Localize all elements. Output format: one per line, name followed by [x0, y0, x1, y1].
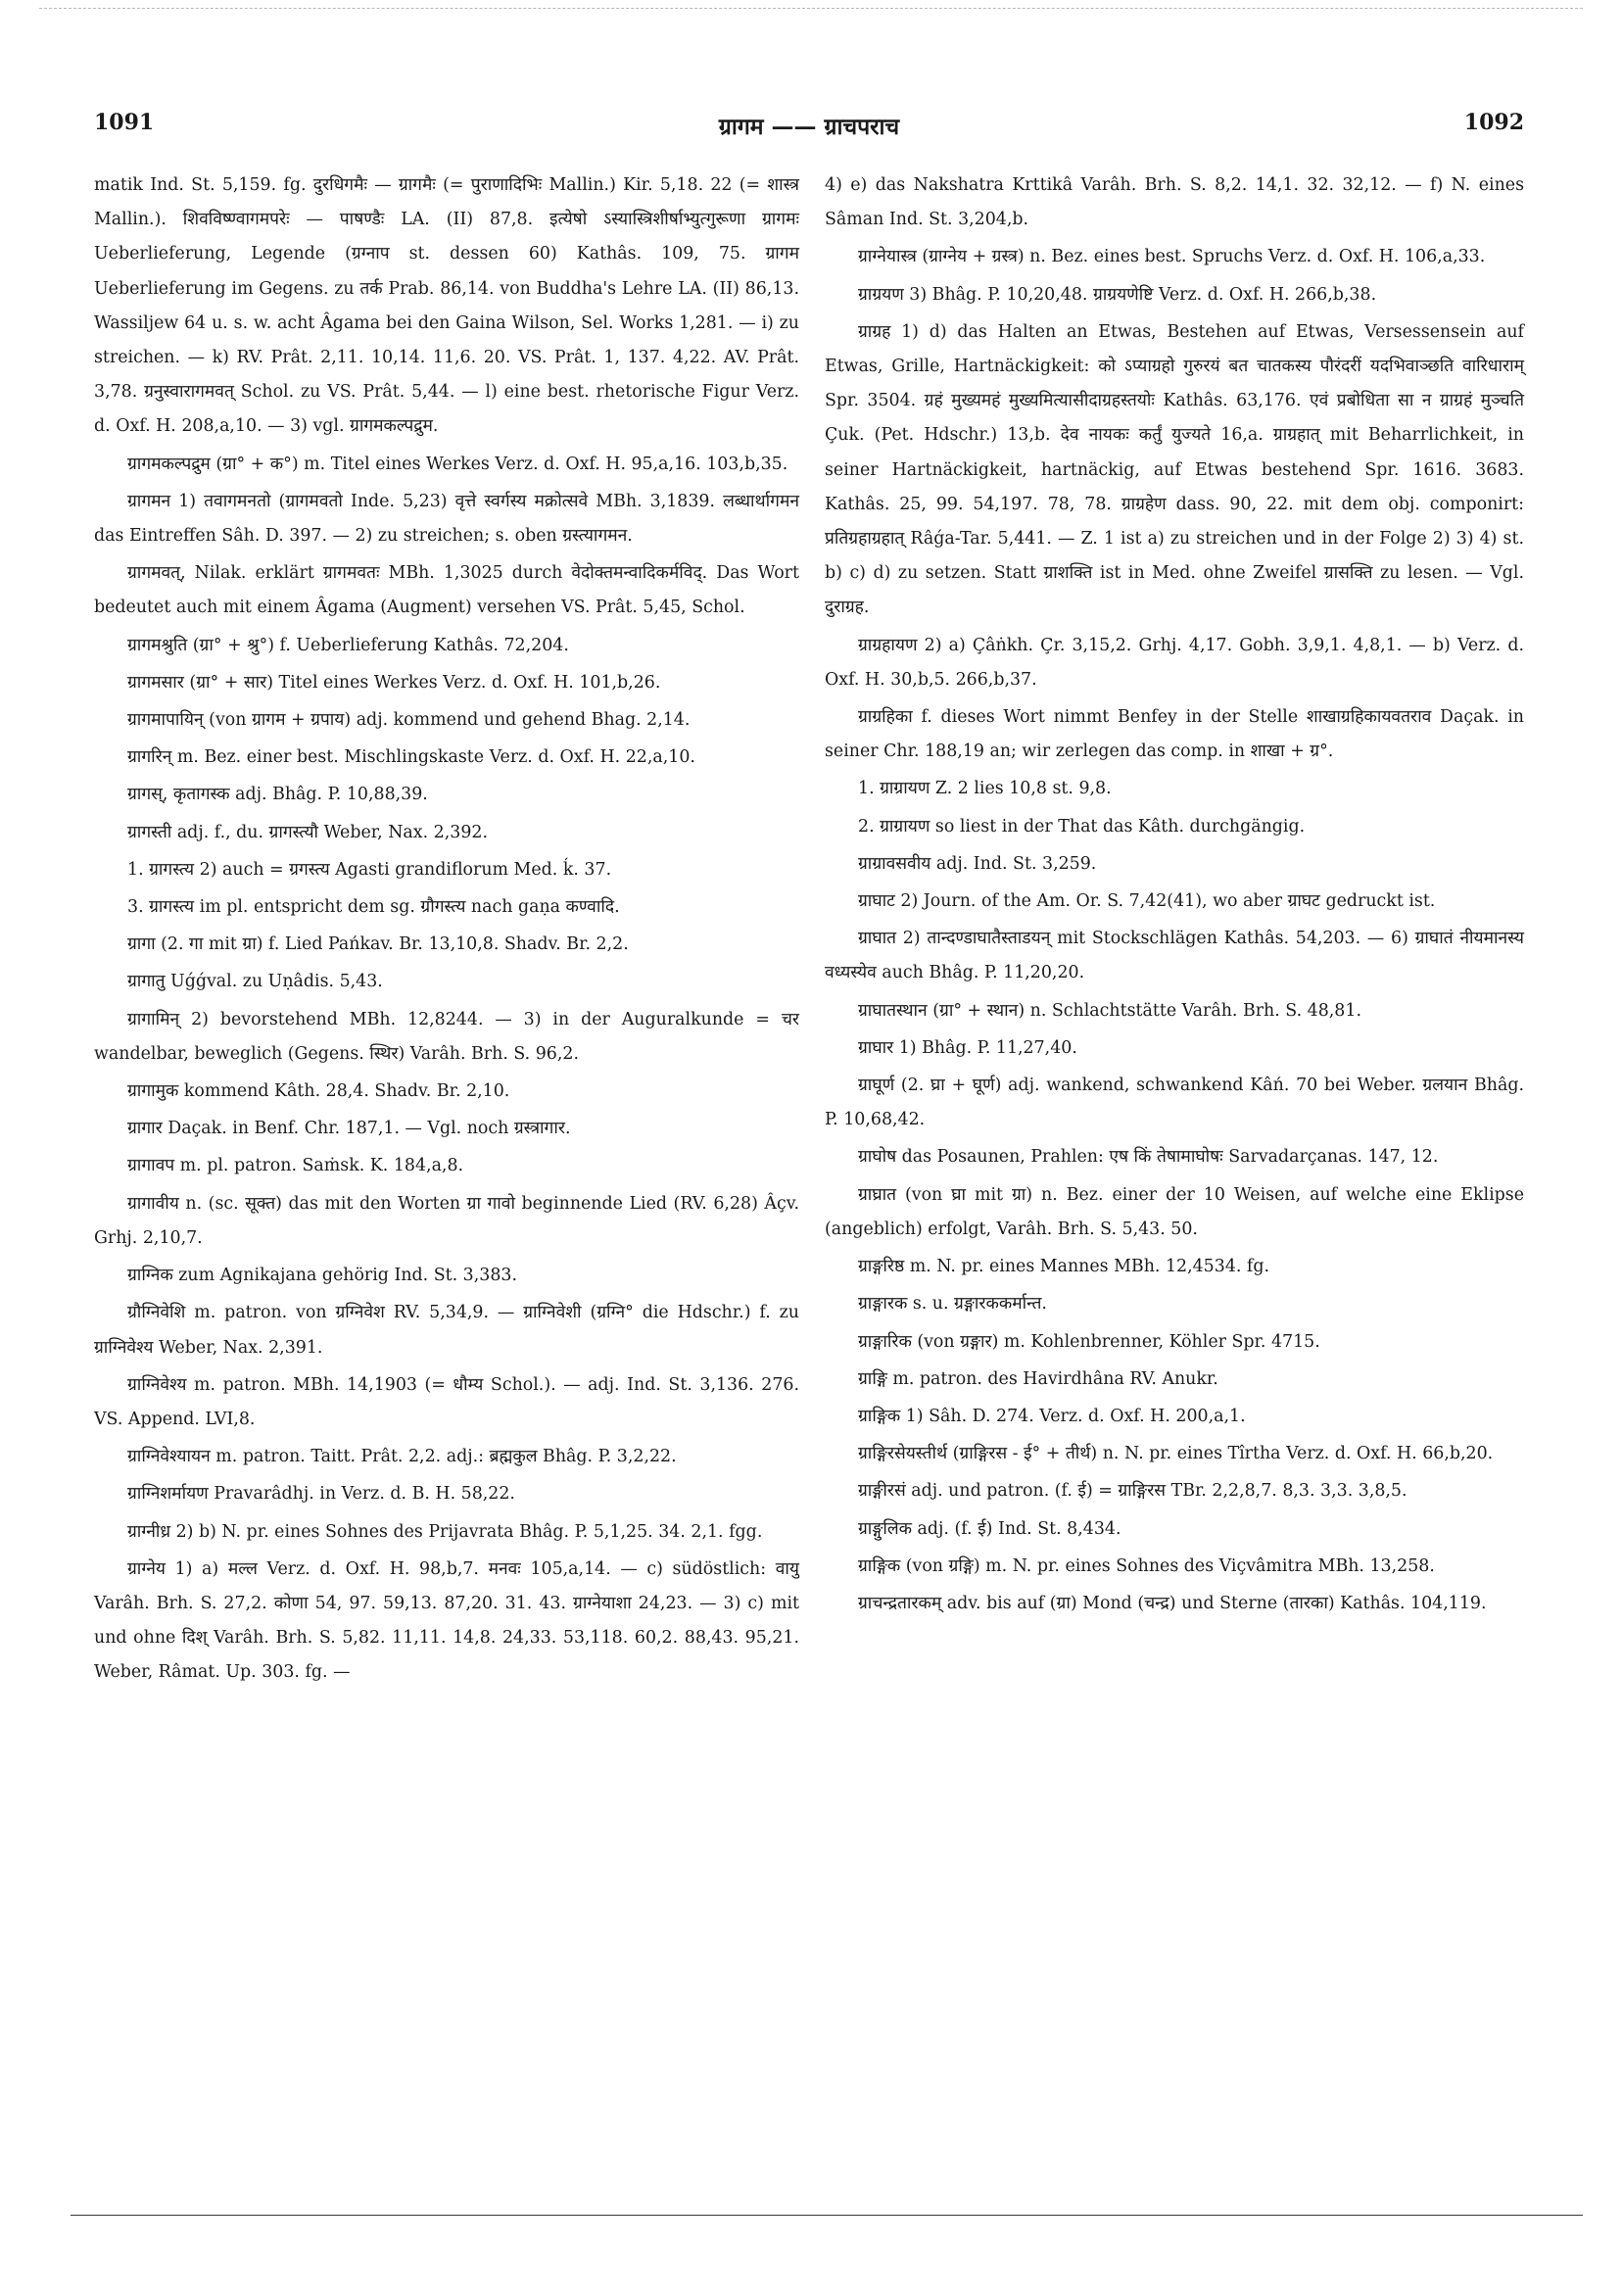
dictionary-entry: ग्राग्नेय 1) a) मल्ल Verz. d. Oxf. H. 98,b,7. मनवः 105,a,14. — c) südöstlich: वायु Varâh. Brh. S. 27,2. कोणा 54, 97. 59,13. 87,20. 31. 43. ग्राग्नेयाशा 24,23. — 3) c) mit und ohne दिश् Varâh. Brh. S. 5,82. 11,11. 14,8. 24,33. 53,118. 60,2. 88,43. 95,21. Weber, Râmat. Up. 303. fg. —: [94, 1558, 799, 1683]
dictionary-entry: ग्राङ्गारिक (von ग्रङ्गार) m. Kohlenbrenner, Köhler Spr. 4715.: [858, 1331, 1320, 1352]
scan-top-edge: [39, 8, 1583, 9]
dictionary-entry: ग्रागातु Uǵǵval. zu Uṇâdis. 5,43.: [127, 972, 383, 992]
dictionary-entry: ग्राग्निक zum Agnikajana gehörig Ind. St. 3,383.: [127, 1266, 517, 1286]
dictionary-entry: ग्राघूर्ण (2. घ्रा + घूर्ण) adj. wankend, schwankend Kâń. 70 bei Weber. ग्रलयान Bhâg. P. 10,68,42.: [825, 1076, 1524, 1130]
dictionary-entry: ग्राग्निवेश्यायन m. patron. Taitt. Prât. 2,2. adj.: ब्रह्मकुल Bhâg. P. 3,2,22.: [127, 1447, 677, 1467]
dictionary-entry: ग्राङ्गारक s. u. ग्रङ्गारककर्मान्त.: [858, 1294, 1047, 1315]
dictionary-entry: matik Ind. St. 5,159. fg. दुरधिगमैः — ग्रागमैः (= पुराणादिभिः Mallin.) Kir. 5,18. 22 (= शास्त्र Mallin.). शिवविष्ण्वागमपरेः — पाषण्डैः LA. (II) 87,8. इत्येषो ऽस्यास्त्रिशीर्षाभ्युत्गुरूणा ग्रागमः Ueberlieferung, Legende (ग्रग्नाप st. dessen 60) Kathâs. 109, 75. ग्रागम Ueberlieferung im Gegens. zu तर्क Prab. 86,14. von Buddha's Lehre LA. (II) 86,13. Wassiljew 64 u. s. w. acht Âgama bei den Gaina Wilson, Sel. Works 1,281. — i) zu streichen. — k) RV. Prât. 2,11. 10,14. 11,6. 20. VS. Prât. 1, 137. 4,22. AV. Prât. 3,78. ग्रनुस्वारागमवत् Schol. zu VS. Prât. 5,44. — l) eine best. rhetorische Figur Verz. d. Oxf. H. 208,a,10. — 3) vgl. ग्रागमकल्पद्रुम.: [94, 175, 799, 437]
dictionary-entry: ग्राघातस्थान (ग्रा° + स्थान) n. Schlachtstätte Varâh. Brh. S. 48,81.: [858, 1000, 1361, 1021]
dictionary-entry: ग्रागार Daçak. in Benf. Chr. 187,1. — Vgl. noch ग्रस्त्रागार.: [127, 1119, 571, 1139]
dictionary-entry: 1. ग्रागस्त्य 2) auch = ग्रगस्त्य Agasti grandiflorum Med. ḱ. 37.: [127, 859, 612, 880]
dictionary-entry: ग्राङ्गरिष्ठ m. N. pr. eines Mannes MBh. 12,4534. fg.: [858, 1257, 1270, 1277]
dictionary-entry: ग्रागमापायिन् (von ग्रागम + ग्रपाय) adj. kommend und gehend Bhag. 2,14.: [127, 710, 691, 731]
dictionary-entry: 3. ग्रागस्त्य im pl. entspricht dem sg. ग्रौगस्त्य nach gaṇa कण्वादि.: [127, 897, 620, 918]
dictionary-entry: ग्राघात 2) तान्दण्डाघातैस्ताडयन् mit Stockschlägen Kathâs. 54,203. — 6) ग्राघातं नीयमानस्य वध्यस्येव auch Bhâg. P. 11,20,20.: [825, 929, 1524, 983]
dictionary-entry: ग्राङ्गीरसं adj. und patron. (f. ई) = ग्राङ्गिरस TBr. 2,2,8,7. 8,3. 3,3. 3,8,5.: [858, 1481, 1407, 1502]
dictionary-entry: ग्राग्निशर्मायण Pravarâdhj. in Verz. d. B. H. 58,22.: [127, 1484, 515, 1505]
dictionary-entry: ग्राग्रावसवीय adj. Ind. St. 3,259.: [858, 853, 1097, 874]
dictionary-entry: ग्राग्निवेश्य m. patron. MBh. 14,1903 (= धौम्य Schol.). — adj. Ind. St. 3,136. 276. VS. Append. LVI,8.: [94, 1374, 799, 1429]
dictionary-entry: ग्रागमन 1) तवागमनतो (ग्रागमवतो Inde. 5,23) वृत्ते स्वर्गस्य मक्रोत्सवे MBh. 3,1839. लब्धार्थागमन das Eintreffen Sâh. D. 397. — 2) zu streichen; s. oben ग्रस्त्यागमन.: [94, 491, 799, 547]
dictionary-entry: ग्राङ्गिक (von ग्रङ्गि) m. N. pr. eines Sohnes des Viçvâmitra MBh. 13,258.: [858, 1555, 1435, 1576]
dictionary-entry: ग्राचन्द्रतारकम् adv. bis auf (ग्रा) Mond (चन्द्र) und Sterne (तारका) Kathâs. 104,119.: [858, 1593, 1487, 1613]
dictionary-entry: ग्रागावप m. pl. patron. Saṁsk. K. 184,a,8.: [127, 1156, 464, 1176]
dictionary-entry: ग्राग्रहायण 2) a) Çâṅkh. Çr. 3,15,2. Grhj. 4,17. Gobh. 3,9,1. 4,8,1. — b) Verz. d. Oxf. H. 30,b,5. 266,b,37.: [825, 635, 1524, 690]
dictionary-entry: ग्राग्रयण 3) Bhâg. P. 10,20,48. ग्राग्रयणेष्टि Verz. d. Oxf. H. 266,b,38.: [858, 284, 1377, 305]
dictionary-entry: ग्रागावीय n. (sc. सूक्त) das mit den Worten ग्रा गावो beginnende Lied (RV. 6,28) Âçv. Grhj. 2,10,7.: [94, 1193, 799, 1248]
dictionary-entry: ग्रागमसार (ग्रा° + सार) Titel eines Werkes Verz. d. Oxf. H. 101,b,26.: [127, 672, 661, 693]
dictionary-entry: ग्राङ्गिरसेयस्तीर्थ (ग्राङ्गिरस - ई° + तीर्थ) n. N. pr. eines Tîrtha Verz. d. Oxf. H. 66,b,20.: [858, 1444, 1494, 1464]
dictionary-entry: ग्रागरिन् m. Bez. einer best. Mischlingskaste Verz. d. Oxf. H. 22,a,10.: [127, 747, 695, 768]
dictionary-entry: ग्रौग्निवेशि m. patron. von ग्रग्निवेश RV. 5,34,9. — ग्राग्निवेशी (ग्रग्नि° die Hdschr.) f. zu ग्राग्निवेश्य Weber, Nax. 2,391.: [94, 1303, 799, 1358]
dictionary-entry: ग्राघोष das Posaunen, Prahlen: एष किं तेषामाघोषः Sarvadarçanas. 147, 12.: [858, 1147, 1439, 1168]
dictionary-entry: ग्राग्नेयास्त्र (ग्राग्नेय + ग्रस्त्र) n. Bez. eines best. Spruchs Verz. d. Oxf. H. 106,a,33.: [858, 247, 1486, 267]
page-number-right: 1092: [1463, 110, 1524, 135]
dictionary-entry: ग्राघ्रात (von घ्रा mit ग्रा) n. Bez. einer der 10 Weisen, auf welche eine Eklipse (angeblich) erfolgt, Varâh. Brh. S. 5,43. 50.: [825, 1184, 1524, 1239]
dictionary-entry: ग्रागमवत्, Nilak. erklärt ग्रागमवतः MBh. 1,3025 durch वेदोक्तमन्वादिकर्मविद्. Das Wort bedeutet auch mit einem Âgama (Augment) versehen VS. Prât. 5,45, Schol.: [94, 563, 799, 618]
dictionary-entry: ग्राग्रह 1) d) das Halten an Etwas, Bestehen auf Etwas, Versessensein auf Etwas, Grille, Hartnäckigkeit: को ऽप्याग्रहो गुरुरयं बत चातकस्य पौरंदरीं यदभिवाञ्छति वारिधाराम् Spr. 3504. ग्रहं मुख्यमहं मुख्यमित्यासीदाग्रहस्तयोः Kathâs. 63,176. एवं प्रबोधिता सा न ग्राग्रहं मुञ्चति Çuk. (Pet. Hdschr.) 13,b. देव नायकः कर्तुं युज्यते 16,a. ग्राग्रहात् mit Beharrlichkeit, in seiner Hartnäckigkeit, hartnäckig, auf Etwas bestehend Spr. 1616. 3683. Kathâs. 25, 99. 54,197. 78, 78. ग्राग्रहेण dass. 90, 22. mit dem obj. componirt: प्रतिग्रहाग्रहात् Râǵa-Tar. 5,441. — Z. 1 ist a) zu streichen und in der Folge 2) 3) 4) st. b) c) d) zu setzen. Statt ग्राशक्ति ist in Med. ohne Zweifel ग्रासक्ति zu lesen. — Vgl. दुराग्रह.: [825, 321, 1524, 618]
dictionary-entry: ग्राङ्गुलिक adj. (f. ई) Ind. St. 8,434.: [858, 1518, 1121, 1539]
running-head: ग्रागम —— ग्राचपराच: [718, 114, 900, 140]
dictionary-entry: ग्रागामिन् 2) bevorstehend MBh. 12,8244. — 3) in der Auguralkunde = चर wandelbar, beweglich (Gegens. स्थिर) Varâh. Brh. S. 96,2.: [94, 1009, 799, 1064]
dictionary-entry: ग्रागस्ती adj. f., du. ग्रागस्त्यौ Weber, Nax. 2,392.: [127, 822, 488, 842]
page-header: [94, 110, 1524, 143]
dictionary-entry: ग्राघार 1) Bhâg. P. 11,27,40.: [858, 1037, 1077, 1058]
dictionary-entry: ग्रागमकल्पद्रुम (ग्रा° + क°) m. Titel eines Werkes Verz. d. Oxf. H. 95,a,16. 103,b,35.: [127, 454, 788, 474]
right-column: [825, 168, 1524, 1624]
dictionary-entry: ग्रागमश्रुति (ग्रा° + श्रु°) f. Ueberlieferung Kathâs. 72,204.: [127, 635, 569, 655]
dictionary-entry: ग्राघाट 2) Journ. of the Am. Or. S. 7,42(41), wo aber ग्राघट gedruckt ist.: [858, 891, 1436, 912]
dictionary-entry: ग्राग्रहिका f. dieses Wort nimmt Benfey in der Stelle शाखाग्रहिकायवतराव Daçak. in seiner Chr. 188,19 an; wir zerlegen das comp. in शाखा + ग्र°.: [825, 707, 1524, 762]
page-number-left: 1091: [94, 110, 155, 135]
dictionary-entry: ग्राग्नीध्र 2) b) N. pr. eines Sohnes des Prijavrata Bhâg. P. 5,1,25. 34. 2,1. fgg.: [127, 1521, 763, 1542]
dictionary-entry: ग्रागामुक kommend Kâth. 28,4. Shadv. Br. 2,10.: [127, 1081, 510, 1102]
dictionary-entry: 2. ग्राग्रायण so liest in der That das Kâth. durchgängig.: [858, 816, 1306, 837]
dictionary-entry: ग्राङ्गि m. patron. des Havirdhâna RV. Anukr.: [858, 1368, 1218, 1389]
dictionary-entry: ग्राङ्गिक 1) Sâh. D. 274. Verz. d. Oxf. H. 200,a,1.: [858, 1406, 1246, 1426]
dictionary-entry: ग्रागस्, कृतागस्क adj. Bhâg. P. 10,88,39.: [127, 785, 428, 805]
left-column: [94, 168, 799, 1694]
dictionary-entry: 1. ग्राग्रायण Z. 2 lies 10,8 st. 9,8.: [858, 779, 1112, 799]
dictionary-entry: ग्रागा (2. गा mit ग्रा) f. Lied Pańkav. Br. 13,10,8. Shadv. Br. 2,2.: [127, 934, 629, 955]
footer-rule: [71, 2215, 1583, 2216]
dictionary-entry: 4) e) das Nakshatra Krttikâ Varâh. Brh. S. 8,2. 14,1. 32. 32,12. — f) N. eines Sâman Ind. St. 3,204,b.: [825, 175, 1524, 230]
